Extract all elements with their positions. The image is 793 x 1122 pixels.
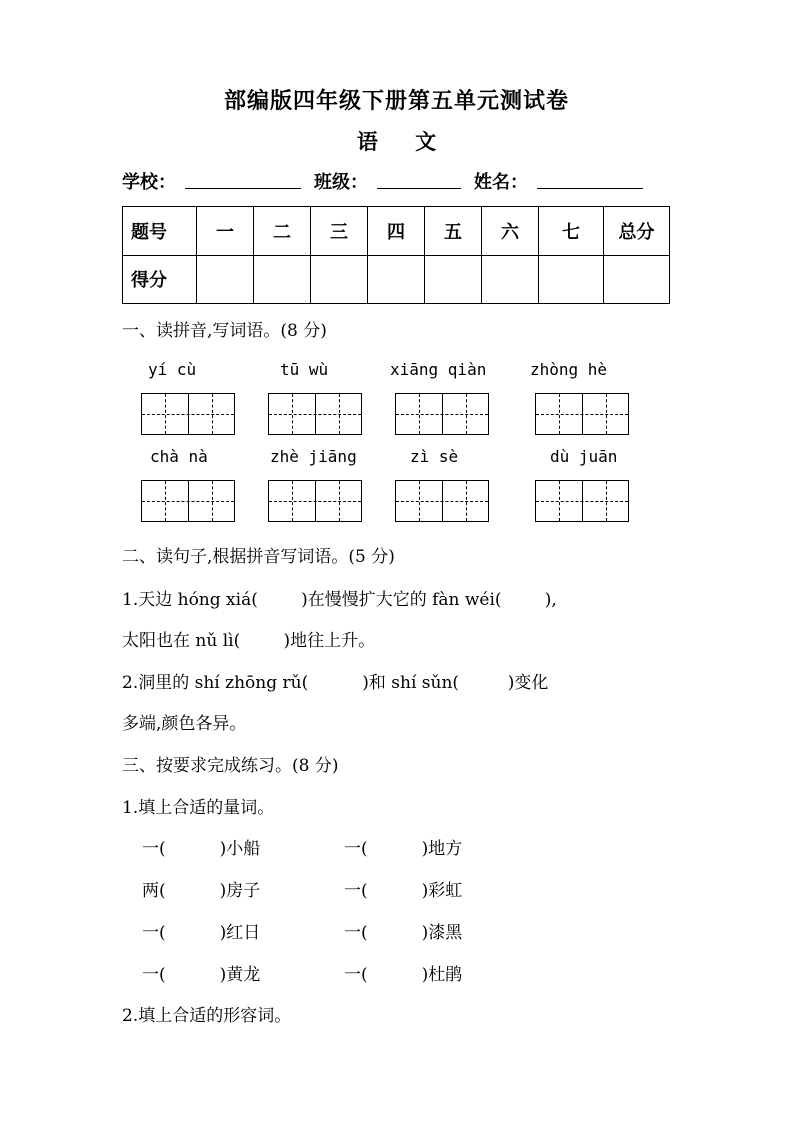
section2-heading: 二、读句子,根据拼音写词语。(5 分) [122, 547, 395, 567]
school-label: 学校： [122, 172, 176, 193]
measure-word-item: 一( )漆黑 [344, 923, 463, 943]
table-row-label: 得分 [123, 255, 197, 304]
writing-grid[interactable] [535, 480, 629, 522]
writing-grid[interactable] [268, 480, 362, 522]
pinyin-label: dù juān [550, 447, 618, 466]
sentence-line: 多端,颜色各异。 [122, 714, 247, 734]
writing-grid[interactable] [395, 393, 489, 435]
table-header-cell: 七 [539, 207, 604, 256]
table-header-cell: 题号 [123, 207, 197, 256]
sentence-line: 2.洞里的 shí zhōng rǔ( )和 shí sǔn( )变化 [122, 673, 549, 693]
subject-title: 语 文 [356, 130, 437, 154]
score-table [122, 206, 670, 304]
page-title: 部编版四年级下册第五单元测试卷 [223, 89, 569, 114]
score-cell[interactable] [482, 255, 539, 304]
writing-grid[interactable] [395, 480, 489, 522]
table-header-cell: 四 [368, 207, 425, 256]
pinyin-label: yí cù [148, 360, 197, 379]
section1-heading: 一、读拼音,写词语。(8 分) [122, 321, 327, 341]
pinyin-label: xiāng qiàn [390, 360, 487, 379]
score-cell[interactable] [254, 255, 311, 304]
section3-heading: 三、按要求完成练习。(8 分) [122, 756, 339, 776]
score-cell[interactable] [604, 255, 670, 304]
sentence-line: 太阳也在 nǔ lì( )地往上升。 [122, 631, 376, 651]
measure-word-item: 一( )杜鹃 [344, 965, 463, 985]
measure-word-item: 一( )地方 [344, 839, 463, 859]
measure-word-item: 一( )红日 [142, 923, 261, 943]
table-header-cell: 二 [254, 207, 311, 256]
writing-grid[interactable] [141, 393, 235, 435]
measure-word-item: 一( )黄龙 [142, 965, 261, 985]
class-blank[interactable] [377, 188, 461, 189]
class-label: 班级： [314, 172, 368, 193]
score-cell[interactable] [425, 255, 482, 304]
question-label: 1.填上合适的量词。 [122, 798, 275, 818]
writing-grid[interactable] [535, 393, 629, 435]
measure-word-item: 一( )小船 [142, 839, 261, 859]
score-value-row [123, 255, 670, 304]
question-label: 2.填上合适的形容词。 [122, 1006, 292, 1026]
name-label: 姓名： [474, 172, 528, 193]
table-header-cell: 总分 [604, 207, 670, 256]
table-header-cell: 一 [197, 207, 254, 256]
score-cell[interactable] [368, 255, 425, 304]
pinyin-label: tū wù [280, 360, 329, 379]
sentence-line: 1.天边 hóng xiá( )在慢慢扩大它的 fàn wéi( ), [122, 590, 557, 610]
measure-word-item: 两( )房子 [142, 881, 261, 901]
pinyin-label: zhè jiāng [270, 447, 357, 466]
writing-grid[interactable] [268, 393, 362, 435]
score-cell[interactable] [311, 255, 368, 304]
pinyin-label: zì sè [410, 447, 459, 466]
pinyin-label: zhòng hè [530, 360, 608, 379]
score-cell[interactable] [539, 255, 604, 304]
score-header-row [123, 207, 670, 256]
measure-word-item: 一( )彩虹 [344, 881, 463, 901]
writing-grid[interactable] [141, 480, 235, 522]
table-header-cell: 六 [482, 207, 539, 256]
name-blank[interactable] [537, 188, 643, 189]
table-header-cell: 五 [425, 207, 482, 256]
score-cell[interactable] [197, 255, 254, 304]
pinyin-label: chà nà [150, 447, 208, 466]
school-blank[interactable] [185, 188, 301, 189]
table-header-cell: 三 [311, 207, 368, 256]
